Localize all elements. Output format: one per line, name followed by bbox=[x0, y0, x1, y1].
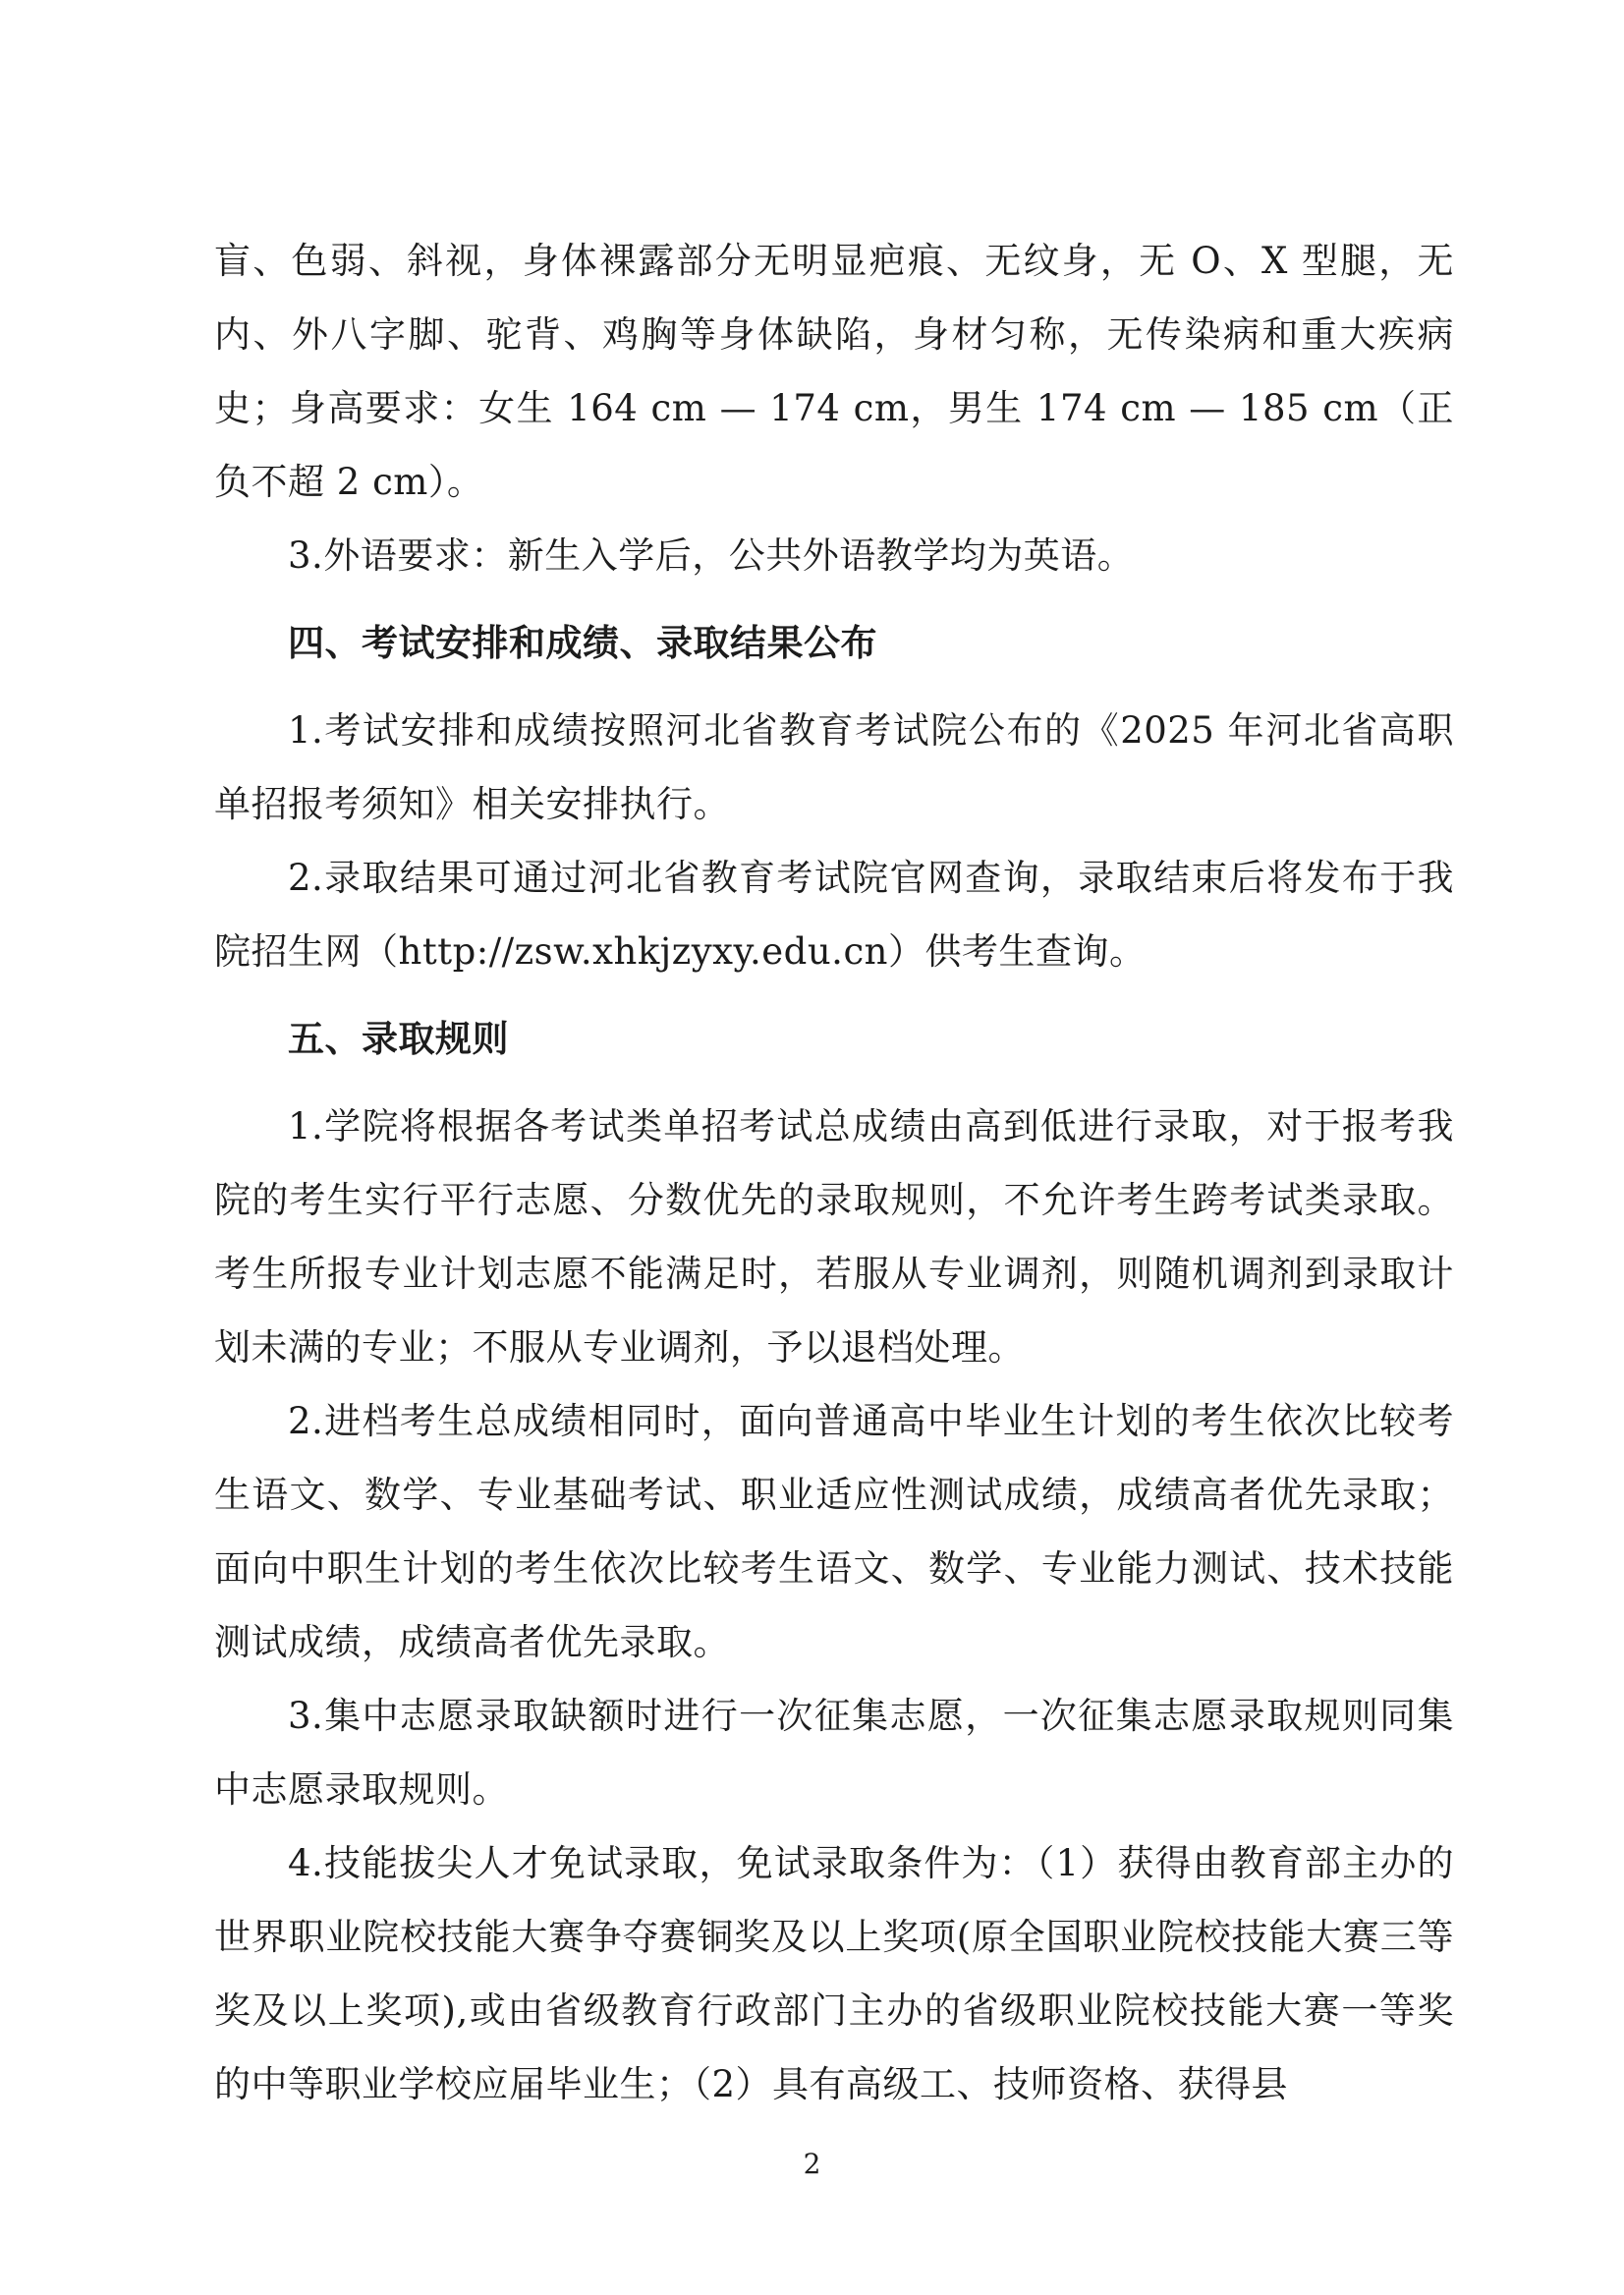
paragraph-admission-query: 2.录取结果可通过河北省教育考试院官网查询，录取结束后将发布于我院招生网（http://zsw.xhkjzyxy.edu.cn）供考生查询。 bbox=[214, 857, 1454, 973]
section-heading-admission-rules: 五、录取规则 bbox=[288, 1017, 509, 1060]
page-number: 2 bbox=[803, 2148, 821, 2180]
paragraph-rule-1: 1.学院将根据各考试类单招考试总成绩由高到低进行录取，对于报考我院的考生实行平行志愿、分数优先的录取规则，不允许考生跨考试类录取。考生所报专业计划志愿不能满足时，若服从专业调剂，则随机调剂到录取计划未满的专业；不服从专业调剂，予以退档处理。 bbox=[214, 1105, 1454, 1369]
paragraph-exam-arrangement: 1.考试安排和成绩按照河北省教育考试院公布的《2025 年河北省高职单招报考须知》相关安排执行。 bbox=[214, 709, 1454, 825]
paragraph-rule-2: 2.进档考生总成绩相同时，面向普通高中毕业生计划的考生依次比较考生语文、数学、专业基础考试、职业适应性测试成绩，成绩高者优先录取；面向中职生计划的考生依次比较考生语文、数学、专业能力测试、技术技能测试成绩，成绩高者优先录取。 bbox=[214, 1400, 1454, 1663]
paragraph-foreign-language: 3.外语要求：新生入学后，公共外语教学均为英语。 bbox=[288, 534, 1135, 577]
paragraph-physical-requirements: 盲、色弱、斜视，身体裸露部分无明显疤痕、无纹身，无 O、X 型腿，无内、外八字脚、驼背、鸡胸等身体缺陷，身材匀称，无传染病和重大疾病史；身高要求：女生 164 cm — 174 cm，男生 174 cm — 185 cm（正负不超 2 cm）。 bbox=[214, 240, 1454, 503]
paragraph-rule-3: 3.集中志愿录取缺额时进行一次征集志愿，一次征集志愿录取规则同集中志愿录取规则。 bbox=[214, 1695, 1454, 1811]
document-body bbox=[214, 224, 1454, 2121]
paragraph-rule-4: 4.技能拔尖人才免试录取，免试录取条件为：（1）获得由教育部主办的世界职业院校技能大赛争夺赛铜奖及以上奖项(原全国职业院校技能大赛三等奖及以上奖项),或由省级教育行政部门主办的省级职业院校技能大赛一等奖的中等职业学校应届毕业生；（2）具有高级工、技师资格、获得县 bbox=[214, 1842, 1454, 2105]
section-heading-exam-results: 四、考试安排和成绩、录取结果公布 bbox=[288, 621, 877, 664]
